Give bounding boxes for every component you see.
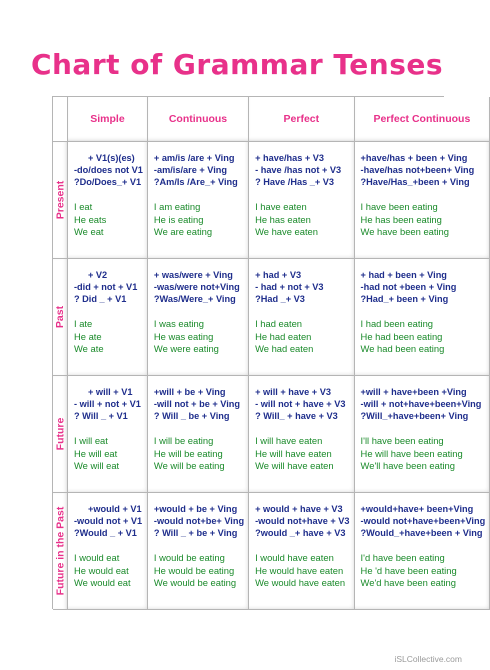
formula-line: -would not+be+ Ving bbox=[153, 516, 245, 526]
example-line: He had eaten bbox=[255, 330, 312, 342]
spacer bbox=[361, 305, 486, 318]
tense-cell-future-perfect bbox=[249, 376, 354, 493]
formula-line: ?would _+ have + V3 bbox=[255, 528, 346, 538]
tense-cell-future-continuous bbox=[148, 376, 249, 493]
spacer bbox=[74, 422, 143, 435]
example-line: We'd have been eating bbox=[360, 577, 456, 588]
example-line: He is eating bbox=[153, 213, 204, 225]
formula-line: +would+have+ been+Ving bbox=[360, 504, 474, 514]
row-header-label: Future bbox=[54, 417, 67, 451]
tense-cell-future-in-the-past-continuous bbox=[148, 493, 249, 610]
formula-line: ?Do/Does_+ V1 bbox=[74, 177, 142, 187]
formula-line: -would not+have+been+Ving bbox=[360, 516, 486, 526]
row-header-label: Past bbox=[54, 305, 66, 329]
formula-line: +will + be + Ving bbox=[153, 387, 226, 397]
spacer bbox=[74, 305, 143, 318]
tense-cell-past-perfect-continuous bbox=[355, 259, 490, 376]
spacer bbox=[361, 188, 486, 201]
formula-line: ?Was/Were_+ Ving bbox=[153, 294, 236, 304]
example-line: We had eaten bbox=[255, 343, 314, 354]
formula-line: ?Will_+have+been+ Ving bbox=[360, 411, 469, 421]
spacer bbox=[255, 422, 349, 435]
formula-line: ? Have /Has _+ V3 bbox=[255, 177, 334, 187]
example-line: He will have been eating bbox=[360, 447, 463, 459]
tense-cell-past-perfect bbox=[249, 259, 354, 376]
example-line: He will have eaten bbox=[255, 447, 332, 459]
example-line: We will be eating bbox=[153, 460, 225, 471]
example-line: He had been eating bbox=[360, 330, 443, 342]
formula-line: + V2 bbox=[88, 270, 108, 280]
formula-line: -had not +been + Ving bbox=[360, 282, 457, 292]
example-line: I was eating bbox=[153, 318, 204, 329]
formula-line: + was/were + Ving bbox=[153, 270, 233, 280]
formula-line: -will + not+have+been+Ving bbox=[360, 399, 482, 409]
formula-line: + would + have + V3 bbox=[255, 504, 343, 514]
row-header-present bbox=[53, 142, 68, 259]
formula-line: -am/is/are + Ving bbox=[153, 165, 228, 175]
example-line: I have been eating bbox=[360, 201, 438, 212]
example-line: We are eating bbox=[153, 226, 213, 237]
example-line: I'd have been eating bbox=[360, 552, 445, 563]
example-line: We have been eating bbox=[360, 226, 449, 237]
spacer bbox=[255, 305, 349, 318]
formula-line: + had + V3 bbox=[255, 270, 302, 280]
example-line: He ate bbox=[74, 330, 102, 342]
formula-line: -will not + be + Ving bbox=[153, 399, 241, 409]
formula-line: +have/has + been + Ving bbox=[360, 153, 468, 163]
example-line: He 'd have been eating bbox=[360, 564, 457, 576]
formula-line: + had + been + Ving bbox=[360, 270, 447, 280]
spacer bbox=[74, 539, 143, 552]
formula-line: ?Had _+ V3 bbox=[255, 294, 305, 304]
formula-line: ?Would _ + V1 bbox=[74, 528, 137, 538]
formula-line: ? Will _ + be + Ving bbox=[153, 528, 238, 538]
example-line: I would have eaten bbox=[255, 552, 334, 563]
column-header-simple: Simple bbox=[68, 97, 148, 142]
column-header-perfect-continuous: Perfect Continuous bbox=[355, 97, 490, 142]
spacer bbox=[154, 422, 244, 435]
formula-line: ?Would_+have+been + Ving bbox=[360, 528, 483, 538]
tenses-table bbox=[52, 96, 486, 609]
formula-line: -would not + V1 bbox=[74, 516, 143, 526]
tense-cell-future-simple bbox=[68, 376, 148, 493]
formula-line: ? Will _ be + Ving bbox=[153, 411, 230, 421]
column-header-perfect: Perfect bbox=[249, 97, 354, 142]
formula-line: ?Am/Is /Are_+ Ving bbox=[153, 177, 238, 187]
formula-line: +will + have+been +Ving bbox=[360, 387, 467, 397]
formula-line: +would + be + Ving bbox=[153, 504, 238, 514]
formula-line: + will + have + V3 bbox=[255, 387, 331, 397]
row-header-past bbox=[53, 259, 68, 376]
row-header-label: Present bbox=[54, 180, 66, 220]
formula-line: ?Had_+ been + Ving bbox=[360, 294, 449, 304]
example-line: I had been eating bbox=[360, 318, 434, 329]
row-header-future-in-the-past bbox=[53, 493, 68, 610]
formula-line: + will + V1 bbox=[88, 387, 133, 397]
example-line: He will be eating bbox=[153, 447, 223, 459]
column-header-continuous: Continuous bbox=[148, 97, 249, 142]
tense-cell-present-continuous bbox=[148, 142, 249, 259]
example-line: He has been eating bbox=[360, 213, 442, 225]
example-line: He would eat bbox=[74, 564, 129, 576]
formula-line: + have/has + V3 bbox=[255, 153, 325, 163]
example-line: We have eaten bbox=[255, 226, 318, 237]
example-line: I am eating bbox=[153, 201, 201, 212]
example-line: We will eat bbox=[74, 460, 120, 471]
tense-cell-present-perfect-continuous bbox=[355, 142, 490, 259]
formula-line: ? Did _ + V1 bbox=[74, 294, 127, 304]
formula-line: ?Have/Has_+been + Ving bbox=[360, 177, 470, 187]
example-line: I ate bbox=[74, 318, 93, 329]
spacer bbox=[361, 539, 486, 552]
example-line: He was eating bbox=[153, 330, 214, 342]
example-line: We would be eating bbox=[153, 577, 237, 588]
example-line: I will be eating bbox=[153, 435, 214, 446]
example-line: He will eat bbox=[74, 447, 118, 459]
formula-line: +would + V1 bbox=[88, 504, 142, 514]
spacer bbox=[255, 539, 349, 552]
table-corner bbox=[53, 97, 68, 142]
spacer bbox=[361, 422, 486, 435]
tense-cell-future-in-the-past-perfect-continuous bbox=[355, 493, 490, 610]
tense-cell-past-continuous bbox=[148, 259, 249, 376]
spacer bbox=[74, 188, 143, 201]
tense-cell-past-simple bbox=[68, 259, 148, 376]
spacer bbox=[255, 188, 349, 201]
formula-line: -would not+have + V3 bbox=[255, 516, 350, 526]
example-line: I'll have been eating bbox=[360, 435, 444, 446]
example-line: He has eaten bbox=[255, 213, 311, 225]
example-line: We ate bbox=[74, 343, 104, 354]
formula-line: -do/does not V1 bbox=[74, 165, 143, 175]
tense-cell-future-in-the-past-perfect bbox=[249, 493, 354, 610]
example-line: I would eat bbox=[74, 552, 120, 563]
formula-line: - have /has not + V3 bbox=[255, 165, 342, 175]
formula-line: ? Will _ + V1 bbox=[74, 411, 128, 421]
example-line: I will have eaten bbox=[255, 435, 323, 446]
example-line: He would be eating bbox=[153, 564, 235, 576]
tense-cell-present-perfect bbox=[249, 142, 354, 259]
example-line: We had been eating bbox=[360, 343, 445, 354]
example-line: I will eat bbox=[74, 435, 108, 446]
formula-line: -was/were not+Ving bbox=[153, 282, 240, 292]
spacer bbox=[154, 188, 244, 201]
tense-cell-future-perfect-continuous bbox=[355, 376, 490, 493]
example-line: I had eaten bbox=[255, 318, 303, 329]
formula-line: - had + not + V3 bbox=[255, 282, 324, 292]
spacer bbox=[154, 305, 244, 318]
row-header-label: Future in the Past bbox=[54, 506, 66, 596]
example-line: We will have eaten bbox=[255, 460, 334, 471]
example-line: I would be eating bbox=[153, 552, 225, 563]
formula-line: + am/is /are + Ving bbox=[153, 153, 235, 163]
example-line: We eat bbox=[74, 226, 104, 237]
example-line: We would eat bbox=[74, 577, 131, 588]
formula-line: -did + not + V1 bbox=[74, 282, 138, 292]
formula-line: - will not + have + V3 bbox=[255, 399, 346, 409]
example-line: He eats bbox=[74, 213, 107, 225]
formula-line: + V1(s)(es) bbox=[88, 153, 135, 163]
tense-cell-future-in-the-past-simple bbox=[68, 493, 148, 610]
tense-cell-present-simple bbox=[68, 142, 148, 259]
example-line: We'll have been eating bbox=[360, 460, 455, 471]
example-line: I eat bbox=[74, 201, 93, 212]
example-line: We would have eaten bbox=[255, 577, 346, 588]
formula-line: - will + not + V1 bbox=[74, 399, 141, 409]
example-line: I have eaten bbox=[255, 201, 307, 212]
page-title: Chart of Grammar Tenses bbox=[30, 48, 444, 81]
spacer bbox=[154, 539, 244, 552]
row-header-future bbox=[53, 376, 68, 493]
formula-line: -have/has not+been+ Ving bbox=[360, 165, 475, 175]
example-line: He would have eaten bbox=[255, 564, 344, 576]
formula-line: ? Will_ + have + V3 bbox=[255, 411, 338, 421]
site-footer: iSLCollective.com bbox=[394, 654, 462, 664]
example-line: We were eating bbox=[153, 343, 219, 354]
